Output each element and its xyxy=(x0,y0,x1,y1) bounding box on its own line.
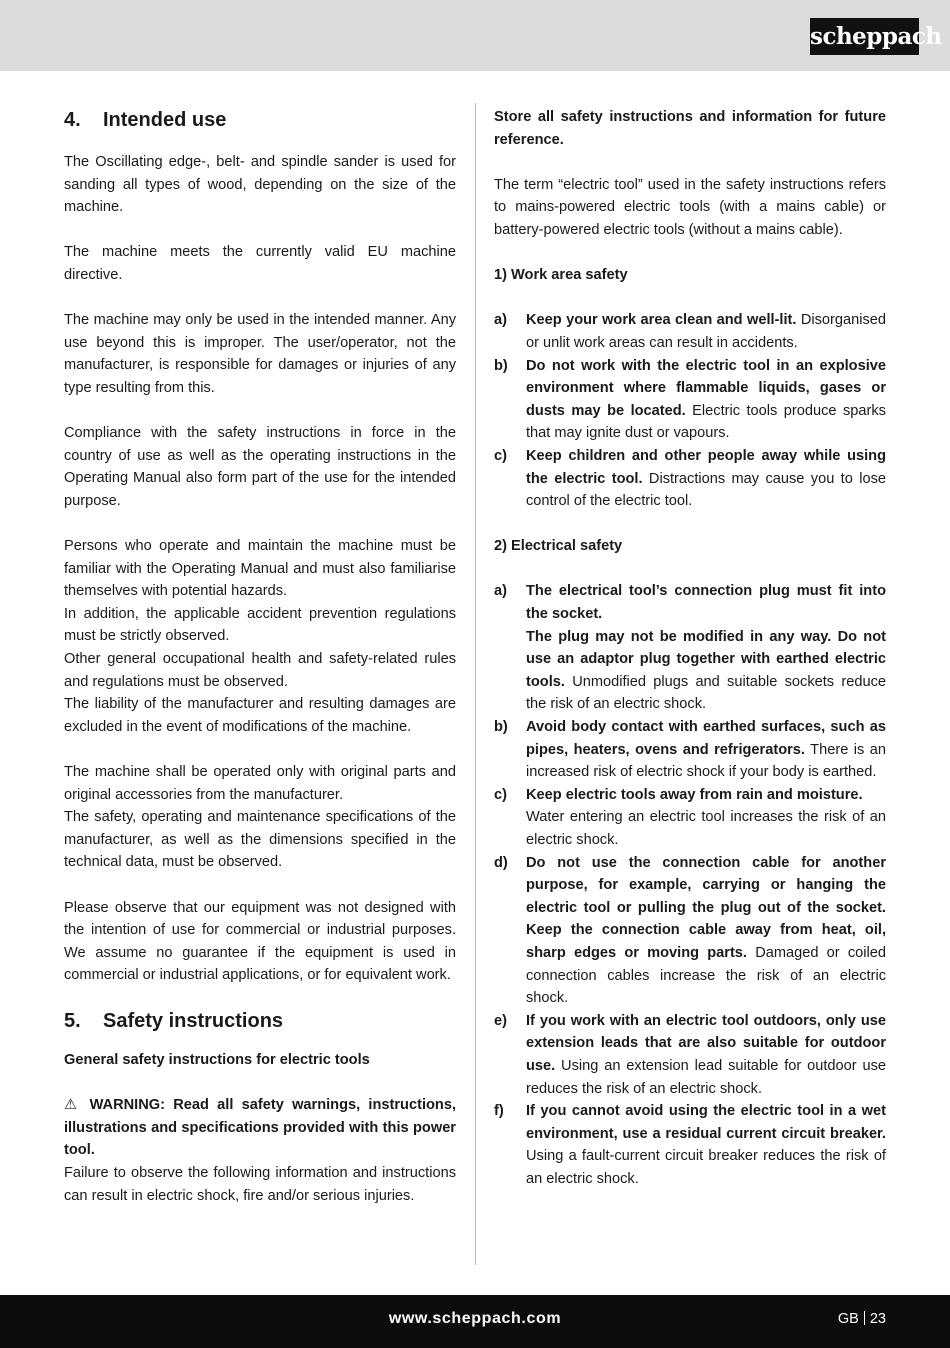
item-text: Using a fault-current circuit breaker reduces the risk of an electric shock. xyxy=(526,1148,886,1187)
paragraph: The machine may only be used in the intended manner. Any use beyond this is improper. The user/operator, not the manufacturer, is responsible for damages or injuries of any type resulting from this. xyxy=(64,312,456,396)
item-label: d) xyxy=(494,854,508,871)
item-text: Water entering an electric tool increases the risk of an electric shock. xyxy=(526,809,886,848)
list-item xyxy=(494,1010,886,1100)
item-bold-text: The plug may not be modified in any way. Do not use an adaptor plug together with earthed electric tools. xyxy=(526,628,886,690)
electrical-safety-heading: 2) Electrical safety xyxy=(494,538,623,555)
item-text: Damaged or coiled connection cables increase the risk of an electric shock. xyxy=(526,944,886,1007)
item-bold-text: The electrical tool’s connection plug must fit into the socket. xyxy=(526,583,886,623)
item-bold-text: If you work with an electric tool outdoors, only use extension leads that are also suitable for outdoor use. xyxy=(526,1012,886,1074)
item-text: Unmodified plugs and suitable sockets reduce the risk of an electric shock. xyxy=(526,673,886,713)
list-item xyxy=(494,580,886,716)
general-safety-heading: General safety instructions for electric tools xyxy=(64,1051,370,1068)
list-item xyxy=(494,445,886,513)
separator xyxy=(864,1311,865,1325)
item-bold-text: Do not use the connection cable for another purpose, for example, carrying or hanging the electric tool or pulling the plug out of the socket. Keep the connection cable away from heat, oil, sharp edges or moving parts. xyxy=(526,854,886,961)
paragraph: Failure to observe the following information and instructions can result in electric shock, fire and/or serious injuries. xyxy=(64,1164,456,1204)
item-text: Disorganised or unlit work areas can result in accidents. xyxy=(526,312,886,351)
page-number: 23 xyxy=(869,1311,886,1327)
section-title: Safety instructions xyxy=(103,1009,284,1032)
item-text: Distractions may cause you to lose control of the electric tool. xyxy=(526,470,886,510)
paragraph: The safety, operating and maintenance specifications of the manufacturer, as well as the dimensions specified in the technical data, must be observed. xyxy=(64,809,456,871)
warning-paragraph xyxy=(64,1094,456,1162)
item-label: b) xyxy=(494,357,508,374)
paragraph: In addition, the applicable accident prevention regulations must be strictly observed. xyxy=(64,605,456,645)
section-number: 4. xyxy=(64,109,81,131)
paragraph: The machine meets the currently valid EU machine directive. xyxy=(64,244,456,283)
column-divider xyxy=(475,103,476,1265)
paragraph: Other general occupational health and safety-related rules and regulations must be observed. xyxy=(64,651,456,690)
page-footer xyxy=(0,1295,950,1348)
item-text: Electric tools produce sparks that may ignite dust or vapours. xyxy=(526,402,886,442)
list-item xyxy=(494,852,886,1010)
work-area-heading: 1) Work area safety xyxy=(494,267,628,284)
item-text: There is an increased risk of electric shock if your body is earthed. xyxy=(526,741,887,781)
paragraph: The machine shall be operated only with original parts and original accessories from the manufacturer. xyxy=(64,764,456,803)
paragraph: The liability of the manufacturer and resulting damages are excluded in the event of modifications of the machine. xyxy=(64,696,456,735)
right-column xyxy=(494,106,886,1191)
website-link[interactable]: www.scheppach.com xyxy=(388,1310,562,1327)
item-label: e) xyxy=(494,1012,507,1029)
list-item xyxy=(494,1100,886,1190)
item-label: c) xyxy=(494,786,507,803)
item-label: a) xyxy=(494,312,507,329)
list-item xyxy=(494,309,886,354)
item-bold-text: Keep your work area clean and well-lit. xyxy=(526,312,797,329)
paragraph: Persons who operate and maintain the machine must be familiar with the Operating Manual and must also familiarise themselves with potential hazards. xyxy=(64,538,456,600)
list-item xyxy=(494,716,886,784)
list-item xyxy=(494,355,886,445)
list-item xyxy=(494,784,886,852)
item-bold-text: If you cannot avoid using the electric tool in a wet environment, use a residual current circuit breaker. xyxy=(526,1103,886,1142)
item-bold-text: Do not work with the electric tool in an explosive environment where flammable liquids, gases or dusts may be located. xyxy=(526,357,886,419)
item-bold-text: Keep electric tools away from rain and moisture. xyxy=(526,786,863,803)
paragraph: The term “electric tool” used in the safety instructions refers to mains-powered electric tools (with a mains cable) or battery-powered electric tools (without a mains cable). xyxy=(494,176,886,238)
section-title: Intended use xyxy=(103,109,227,131)
warning-bold-text: WARNING: Read all safety warnings, instructions, illustrations and specifications provided with this power tool. xyxy=(64,1097,457,1159)
item-bold-text: Keep children and other people away while using the electric tool. xyxy=(526,447,886,487)
section-5-heading xyxy=(64,1007,456,1035)
paragraph: Please observe that our equipment was not designed with the intention of use for commercial or industrial purposes. We assume no guarantee if the equipment is used in commercial or industrial applications, or for equivalent work. xyxy=(64,899,456,984)
section-number: 5. xyxy=(64,1009,81,1032)
scheppach-logo: scheppach xyxy=(810,18,919,55)
paragraph: The Oscillating edge-, belt- and spindle sander is used for sanding all types of wood, depending on the size of the machine. xyxy=(64,154,456,216)
store-instructions: Store all safety instructions and information for future reference. xyxy=(494,109,886,148)
item-label: a) xyxy=(494,583,507,600)
paragraph: Compliance with the safety instructions in force in the country of use as well as the operating instructions in the Operating Manual also form part of the use for the intended purpose. xyxy=(64,425,456,509)
page-indicator xyxy=(838,1311,886,1327)
page-header xyxy=(0,0,950,71)
section-4-heading xyxy=(64,106,456,134)
item-label: c) xyxy=(494,447,507,464)
item-text: Using an extension lead suitable for outdoor use reduces the risk of an electric shock. xyxy=(526,1057,886,1097)
left-column xyxy=(64,106,456,1207)
item-label: b) xyxy=(494,719,508,736)
warning-icon: ⚠ xyxy=(64,1097,82,1114)
item-label: f) xyxy=(494,1103,504,1120)
language-code: GB xyxy=(837,1311,859,1327)
item-bold-text: Avoid body contact with earthed surfaces, such as pipes, heaters, ovens and refrigerators. xyxy=(526,719,886,758)
